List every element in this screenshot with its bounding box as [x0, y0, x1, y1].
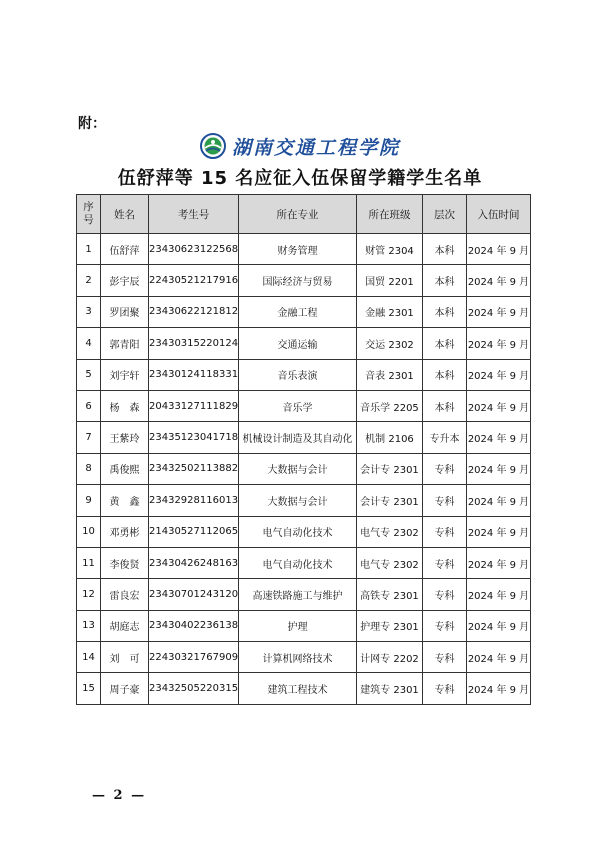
header-exam-id: 考生号: [149, 195, 239, 234]
cell-name: 郭青阳: [101, 328, 149, 359]
table-row: [77, 265, 531, 296]
cell-name: 彭宇辰: [101, 265, 149, 296]
cell-major: 高速铁路施工与维护: [239, 579, 357, 610]
cell-level: 本科: [423, 296, 467, 327]
cell-name: 刘 可: [101, 642, 149, 673]
school-emblem-icon: [200, 133, 226, 159]
cell-name: 邓勇彬: [101, 516, 149, 547]
cell-exam-id: 23432505220315: [149, 673, 239, 705]
cell-class: 高铁专 2301: [357, 579, 423, 610]
table-row: [77, 673, 531, 705]
cell-major: 大数据与会计: [239, 453, 357, 484]
cell-class: 机制 2106: [357, 422, 423, 453]
table-row: [77, 610, 531, 641]
cell-level: 本科: [423, 234, 467, 265]
cell-index: 11: [77, 547, 101, 578]
cell-major: 财务管理: [239, 234, 357, 265]
table-row: [77, 422, 531, 453]
cell-name: 杨 森: [101, 390, 149, 421]
cell-enlist-date: 2024 年 9 月: [467, 359, 531, 390]
cell-enlist-date: 2024 年 9 月: [467, 453, 531, 484]
cell-level: 专科: [423, 485, 467, 516]
cell-level: 专科: [423, 547, 467, 578]
cell-class: 会计专 2301: [357, 453, 423, 484]
cell-exam-id: 23430701243120: [149, 579, 239, 610]
cell-major: 交通运输: [239, 328, 357, 359]
cell-name: 王紫玲: [101, 422, 149, 453]
cell-index: 9: [77, 485, 101, 516]
cell-class: 建筑专 2301: [357, 673, 423, 705]
cell-index: 8: [77, 453, 101, 484]
cell-enlist-date: 2024 年 9 月: [467, 296, 531, 327]
header-level: 层次: [423, 195, 467, 234]
cell-exam-id: 23432502113882: [149, 453, 239, 484]
cell-enlist-date: 2024 年 9 月: [467, 422, 531, 453]
cell-major: 金融工程: [239, 296, 357, 327]
table-row: [77, 516, 531, 547]
cell-level: 专科: [423, 642, 467, 673]
cell-enlist-date: 2024 年 9 月: [467, 485, 531, 516]
cell-index: 3: [77, 296, 101, 327]
cell-level: 本科: [423, 359, 467, 390]
cell-class: 护理专 2301: [357, 610, 423, 641]
cell-class: 交运 2302: [357, 328, 423, 359]
cell-name: 刘宇轩: [101, 359, 149, 390]
cell-index: 6: [77, 390, 101, 421]
table-row: [77, 328, 531, 359]
cell-major: 国际经济与贸易: [239, 265, 357, 296]
cell-exam-id: 20433127111829: [149, 390, 239, 421]
cell-major: 电气自动化技术: [239, 516, 357, 547]
cell-name: 李俊贤: [101, 547, 149, 578]
cell-class: 财管 2304: [357, 234, 423, 265]
cell-level: 专科: [423, 579, 467, 610]
cell-name: 胡庭志: [101, 610, 149, 641]
cell-index: 14: [77, 642, 101, 673]
table-row: [77, 234, 531, 265]
cell-major: 音乐表演: [239, 359, 357, 390]
page-number: — 2 —: [92, 788, 147, 803]
cell-enlist-date: 2024 年 9 月: [467, 547, 531, 578]
cell-exam-id: 23430124118331: [149, 359, 239, 390]
cell-exam-id: 23432928116013: [149, 485, 239, 516]
cell-name: 黄 鑫: [101, 485, 149, 516]
document-title: 伍舒萍等 15 名应征入伍保留学籍学生名单: [117, 168, 483, 189]
cell-index: 10: [77, 516, 101, 547]
cell-exam-id: 21430527112065: [149, 516, 239, 547]
cell-level: 专科: [423, 673, 467, 705]
cell-major: 机械设计制造及其自动化: [239, 422, 357, 453]
table-row: [77, 547, 531, 578]
attachment-label: 附：: [78, 116, 106, 132]
table-row: [77, 642, 531, 673]
cell-level: 专科: [423, 610, 467, 641]
cell-index: 13: [77, 610, 101, 641]
header-index: 序 号: [77, 195, 101, 234]
school-name: 湖南交通工程学院: [231, 136, 400, 159]
cell-index: 4: [77, 328, 101, 359]
cell-index: 15: [77, 673, 101, 705]
cell-major: 电气自动化技术: [239, 547, 357, 578]
cell-class: 国贸 2201: [357, 265, 423, 296]
table-row: [77, 359, 531, 390]
cell-class: 会计专 2301: [357, 485, 423, 516]
cell-index: 1: [77, 234, 101, 265]
cell-exam-id: 23430426248163: [149, 547, 239, 578]
table-row: [77, 296, 531, 327]
cell-enlist-date: 2024 年 9 月: [467, 642, 531, 673]
cell-enlist-date: 2024 年 9 月: [467, 579, 531, 610]
cell-level: 本科: [423, 328, 467, 359]
header-major: 所在专业: [239, 195, 357, 234]
cell-class: 电气专 2302: [357, 547, 423, 578]
cell-major: 建筑工程技术: [239, 673, 357, 705]
table-row: [77, 579, 531, 610]
table-header-row: [77, 195, 531, 234]
cell-name: 禹俊熙: [101, 453, 149, 484]
cell-exam-id: 23430315220124: [149, 328, 239, 359]
cell-enlist-date: 2024 年 9 月: [467, 234, 531, 265]
cell-name: 伍舒萍: [101, 234, 149, 265]
cell-name: 雷良宏: [101, 579, 149, 610]
cell-index: 2: [77, 265, 101, 296]
header-enlist-date: 入伍时间: [467, 195, 531, 234]
school-header: [0, 131, 600, 161]
cell-name: 罗团聚: [101, 296, 149, 327]
cell-major: 音乐学: [239, 390, 357, 421]
cell-enlist-date: 2024 年 9 月: [467, 673, 531, 705]
cell-enlist-date: 2024 年 9 月: [467, 328, 531, 359]
table-row: [77, 453, 531, 484]
cell-exam-id: 22430521217916: [149, 265, 239, 296]
cell-class: 计网专 2202: [357, 642, 423, 673]
table-row: [77, 485, 531, 516]
cell-name: 周子豪: [101, 673, 149, 705]
cell-index: 12: [77, 579, 101, 610]
cell-enlist-date: 2024 年 9 月: [467, 516, 531, 547]
cell-class: 金融 2301: [357, 296, 423, 327]
cell-level: 本科: [423, 265, 467, 296]
cell-enlist-date: 2024 年 9 月: [467, 390, 531, 421]
cell-level: 本科: [423, 390, 467, 421]
cell-exam-id: 23430622121812: [149, 296, 239, 327]
cell-exam-id: 23430402236138: [149, 610, 239, 641]
cell-level: 专科: [423, 453, 467, 484]
cell-level: 专升本: [423, 422, 467, 453]
student-roster-table: [76, 194, 531, 705]
header-class: 所在班级: [357, 195, 423, 234]
cell-major: 计算机网络技术: [239, 642, 357, 673]
cell-exam-id: 23430623122568: [149, 234, 239, 265]
cell-major: 大数据与会计: [239, 485, 357, 516]
cell-enlist-date: 2024 年 9 月: [467, 610, 531, 641]
cell-level: 专科: [423, 516, 467, 547]
header-name: 姓名: [101, 195, 149, 234]
cell-major: 护理: [239, 610, 357, 641]
cell-exam-id: 23435123041718: [149, 422, 239, 453]
cell-exam-id: 22430321767909: [149, 642, 239, 673]
cell-class: 音表 2301: [357, 359, 423, 390]
cell-enlist-date: 2024 年 9 月: [467, 265, 531, 296]
cell-class: 音乐学 2205: [357, 390, 423, 421]
cell-index: 5: [77, 359, 101, 390]
table-row: [77, 390, 531, 421]
cell-class: 电气专 2302: [357, 516, 423, 547]
cell-index: 7: [77, 422, 101, 453]
